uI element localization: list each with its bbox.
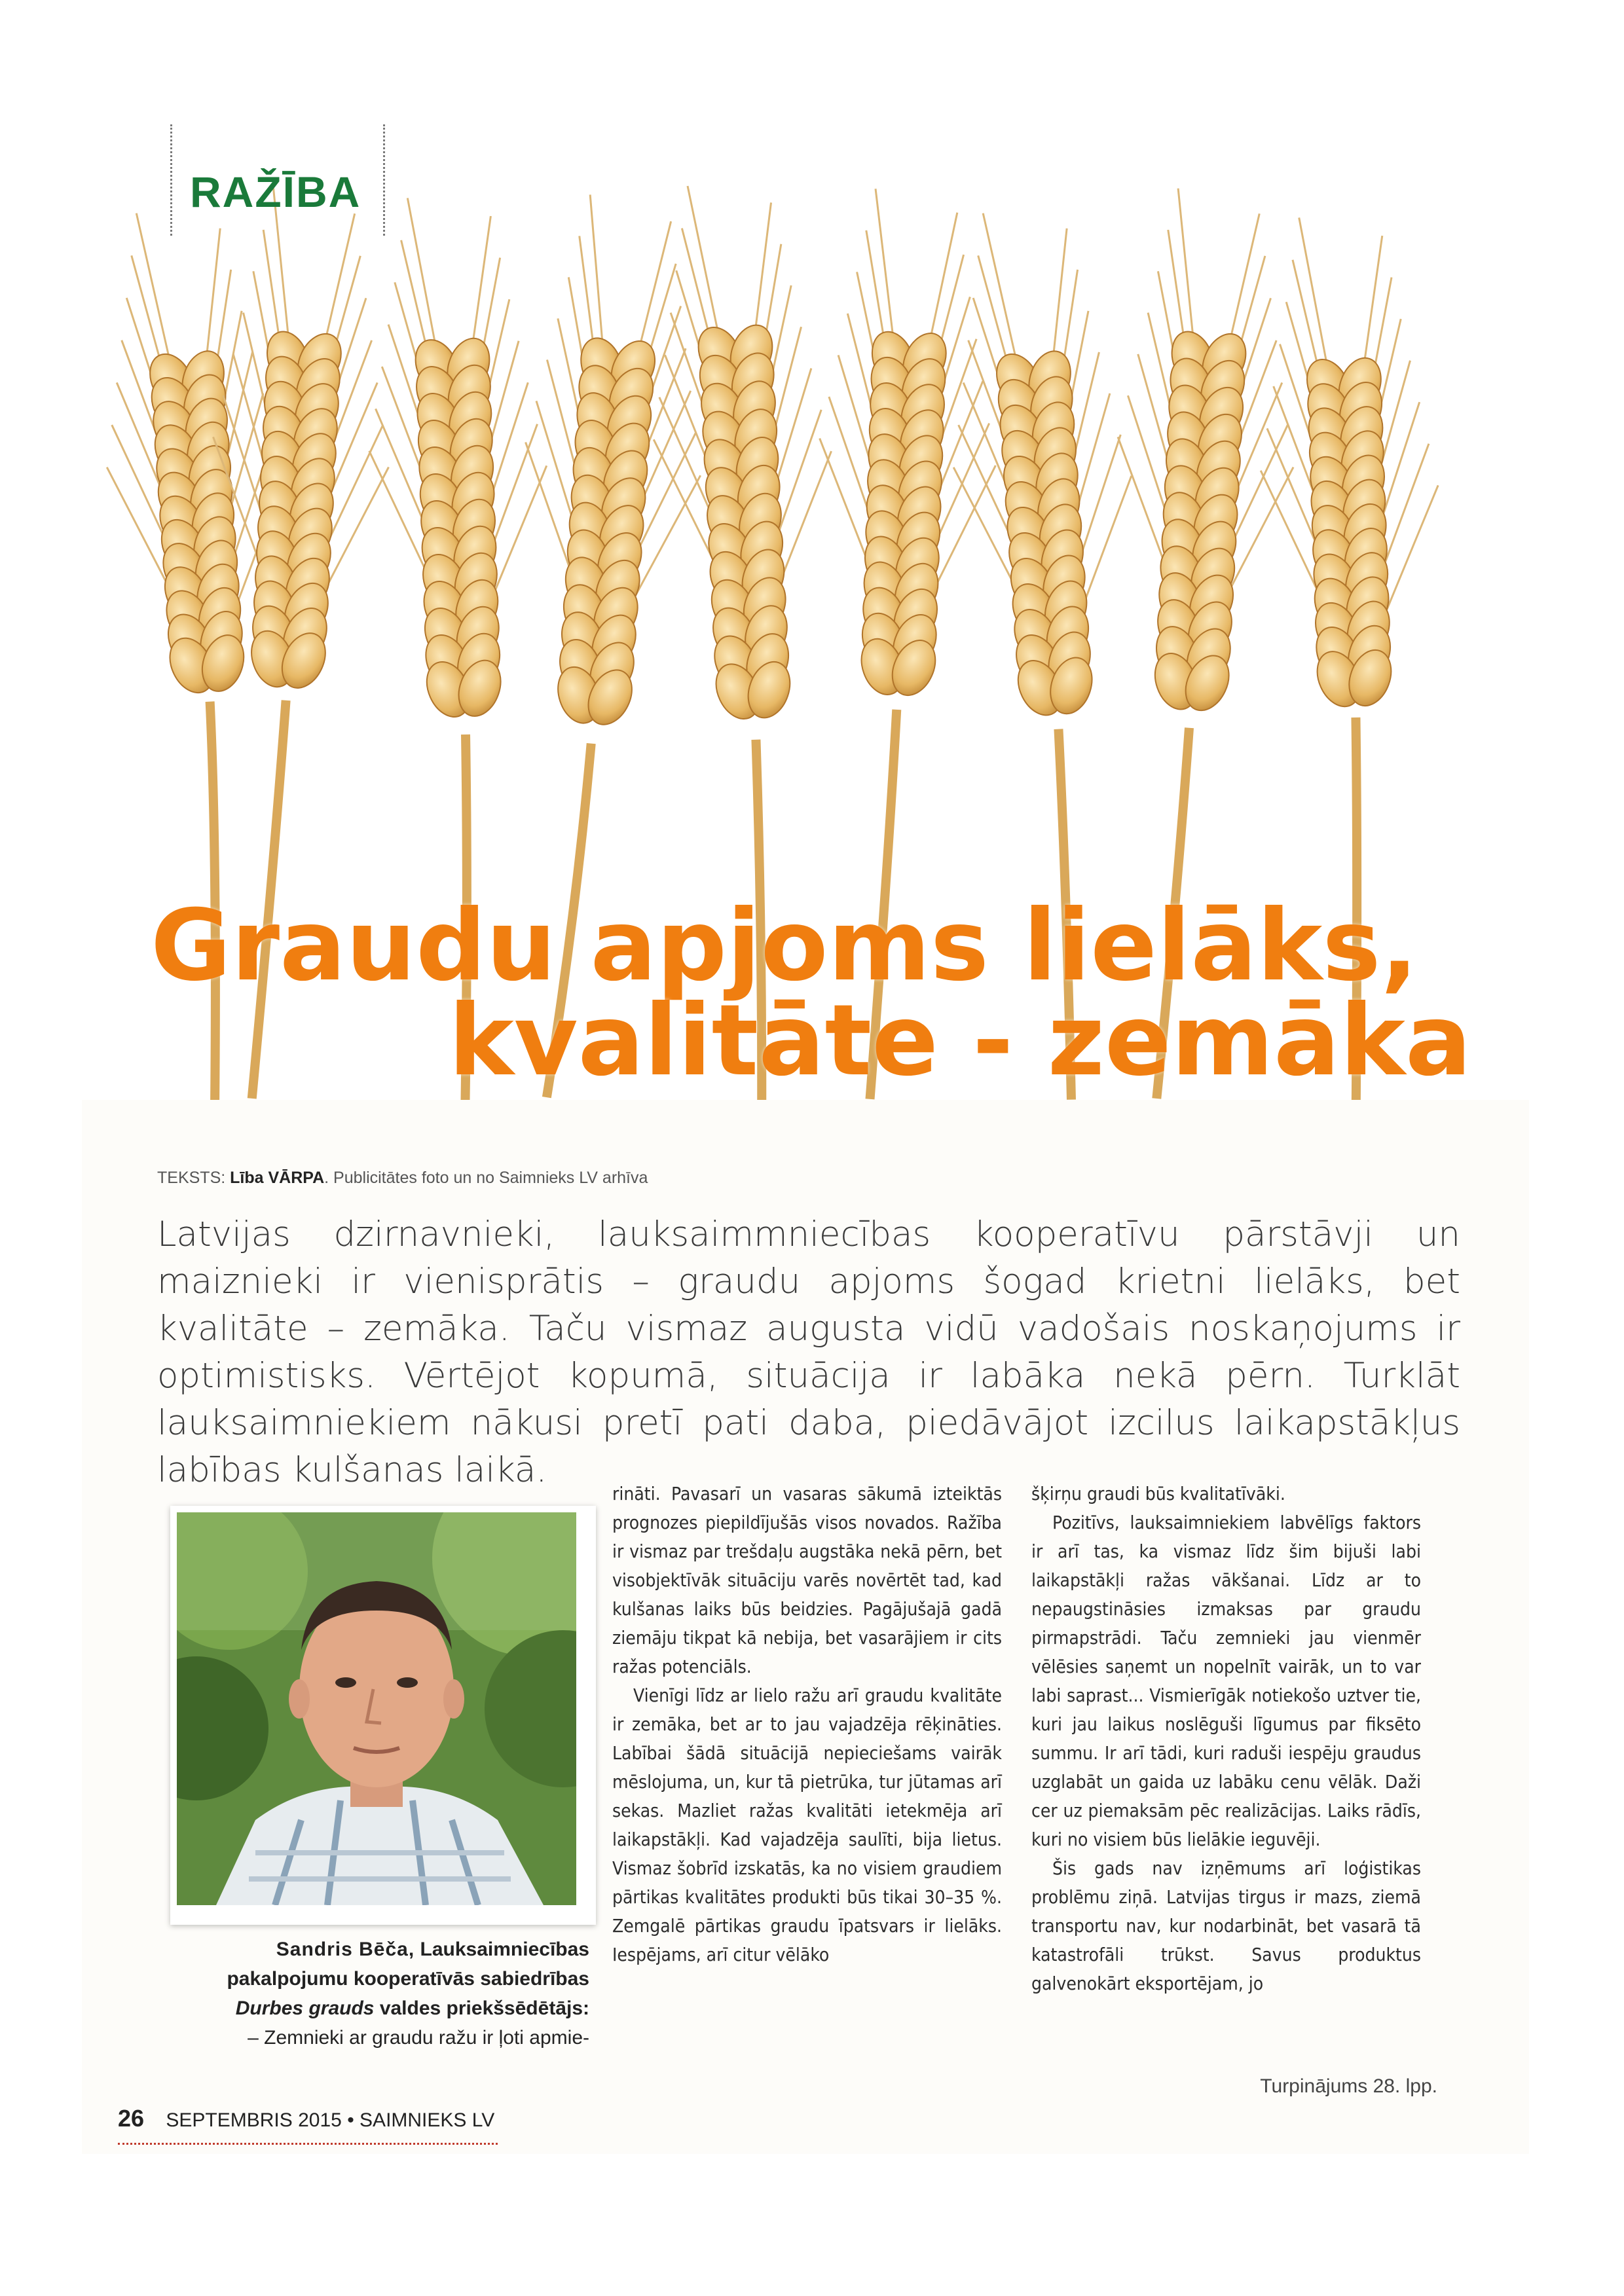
byline-prefix: TEKSTS: [157,1169,231,1187]
continued-note: Turpinājums 28. lpp. [1260,2075,1437,2097]
body-column-2 [1031,1480,1421,1998]
caption-name: Sandris Bēča, [276,1939,415,1960]
footer-magazine: SAIMNIEKS LV [360,2109,495,2131]
headline-line-2: kvalitāte - zemāka [449,984,1472,1098]
lead-paragraph: Latvijas dzirnavnieki, lauksaimmniecības kooperatīvu pārstāvji un maiznieki ir vienisprātis – graudu apjoms šogad krietni lielāks, bet kvalitāte – zemāka. Taču vismaz augusta vidū vadošais noskaņojums ir optimistisks. Vērtējot kopumā, situācija ir labāka nekā pērn. Turklāt lauksaimniekiem nākusi pretī pati daba, piedāvājot izcilus laikapstākļus labības kulšanas laikā. [157,1214,1460,1490]
caption-org-italic: Durbes grauds [235,1997,375,2019]
portrait-photo-frame [170,1506,596,1925]
page-number: 26 [118,2105,145,2132]
headline-line-1: Graudu apjoms lielāks, [151,889,1418,1003]
body-column-1 [612,1480,1002,1969]
body-paragraph: Pozitīvs, lauksaimniekiem labvēlīgs faktors ir arī tas, ka vismaz līdz šim bijuši labi laikapstākļi ražas vākšanai. Līdz ar to nepaugstināsies izmaksas par graudu pirmapstrādi. Taču zemnieki jau vienmēr vēlēsies saņemt un nopelnīt vairāk, un to var labi saprast... Vismierīgāk notiekošo uztver tie, kuri jau laikus noslēguši līgumus par fiksēto summu. Ir arī tādi, kuri raduši iespēju graudus uzglabāt un gaida uz labāku cenu vēlāk. Daži cer uz piemaksām pēc realizācijas. Laiks rādīs, kuri no visiem būs lielākie ieguvēji. [1031,1512,1421,1850]
magazine-page [82,118,1529,2154]
byline-photo-credit: . Publicitātes foto un no Saimnieks LV arhīva [324,1169,648,1187]
hero-wheat-photo [82,118,1529,1100]
body-paragraph: Šis gads nav izņēmums arī loģistikas problēmu ziņā. Latvijas tirgus ir mazs, ziemā transportu nav, kur nodarbināt, bet vasarā tā katastrofāli trūkst. Savus produktus galvenokārt eksportējam, jo [1031,1857,1421,1994]
caption-quote: – Zemnieki ar graudu ražu ir ļoti apmie- [248,2027,589,2049]
footer-dotted-rule [118,2143,498,2145]
caption-org-prefix: Lauksaimniecības pakalpojumu kooperatīvās sabiedrības [227,1939,589,1990]
photo-caption [170,1935,589,2052]
footer-issue: SEPTEMBRIS 2015 [166,2109,342,2131]
body-paragraph: šķirņu graudi būs kvalitatīvāki. [1031,1483,1285,1504]
byline-author: Lība VĀRPA [230,1169,325,1187]
section-label: RAŽĪBA [190,168,361,216]
man-portrait-icon [177,1512,576,1905]
body-paragraph: Vienīgi līdz ar lielo ražu arī graudu kvalitāte ir zemāka, bet ar to jau vajadzēja rēķināties. Labībai šādā situācijā nepieciešams vairāk mēslojuma, un, kur tā pietrūka, tur jūtamas arī sekas. Mazliet ražas kvalitāti ietekmēja arī laikapstākļi. Kad vajadzēja saulīti, bija lietus. Vismaz šobrīd izskatās, ka no visiem graudiem pārtikas kvalitātes produkti būs tikai 30–35 %. Zemgalē pārtikas graudu īpatsvars ir lielāks. Iespējams, arī citur vēlāko [612,1685,1002,1965]
dotted-divider [383,124,385,236]
caption-org-suffix: valdes priekšsēdētājs: [379,1997,589,2019]
footer-separator: • [347,2109,354,2131]
dotted-divider [170,124,172,236]
byline [157,1169,648,1188]
page-footer [118,2105,498,2144]
body-paragraph: rināti. Pavasarī un vasaras sākumā izteiktās prognozes piepildījušās visos novados. Ražība ir vismaz par trešdaļu augstāka nekā pērn, bet visobjektīvāk situāciju varēs novērtēt tad, kad kulšanas laiks būs beidzies. Pagājušajā gadā ziemāju tikpat kā nebija, bet vasarājiem ir cits ražas potenciāls. [612,1483,1002,1677]
